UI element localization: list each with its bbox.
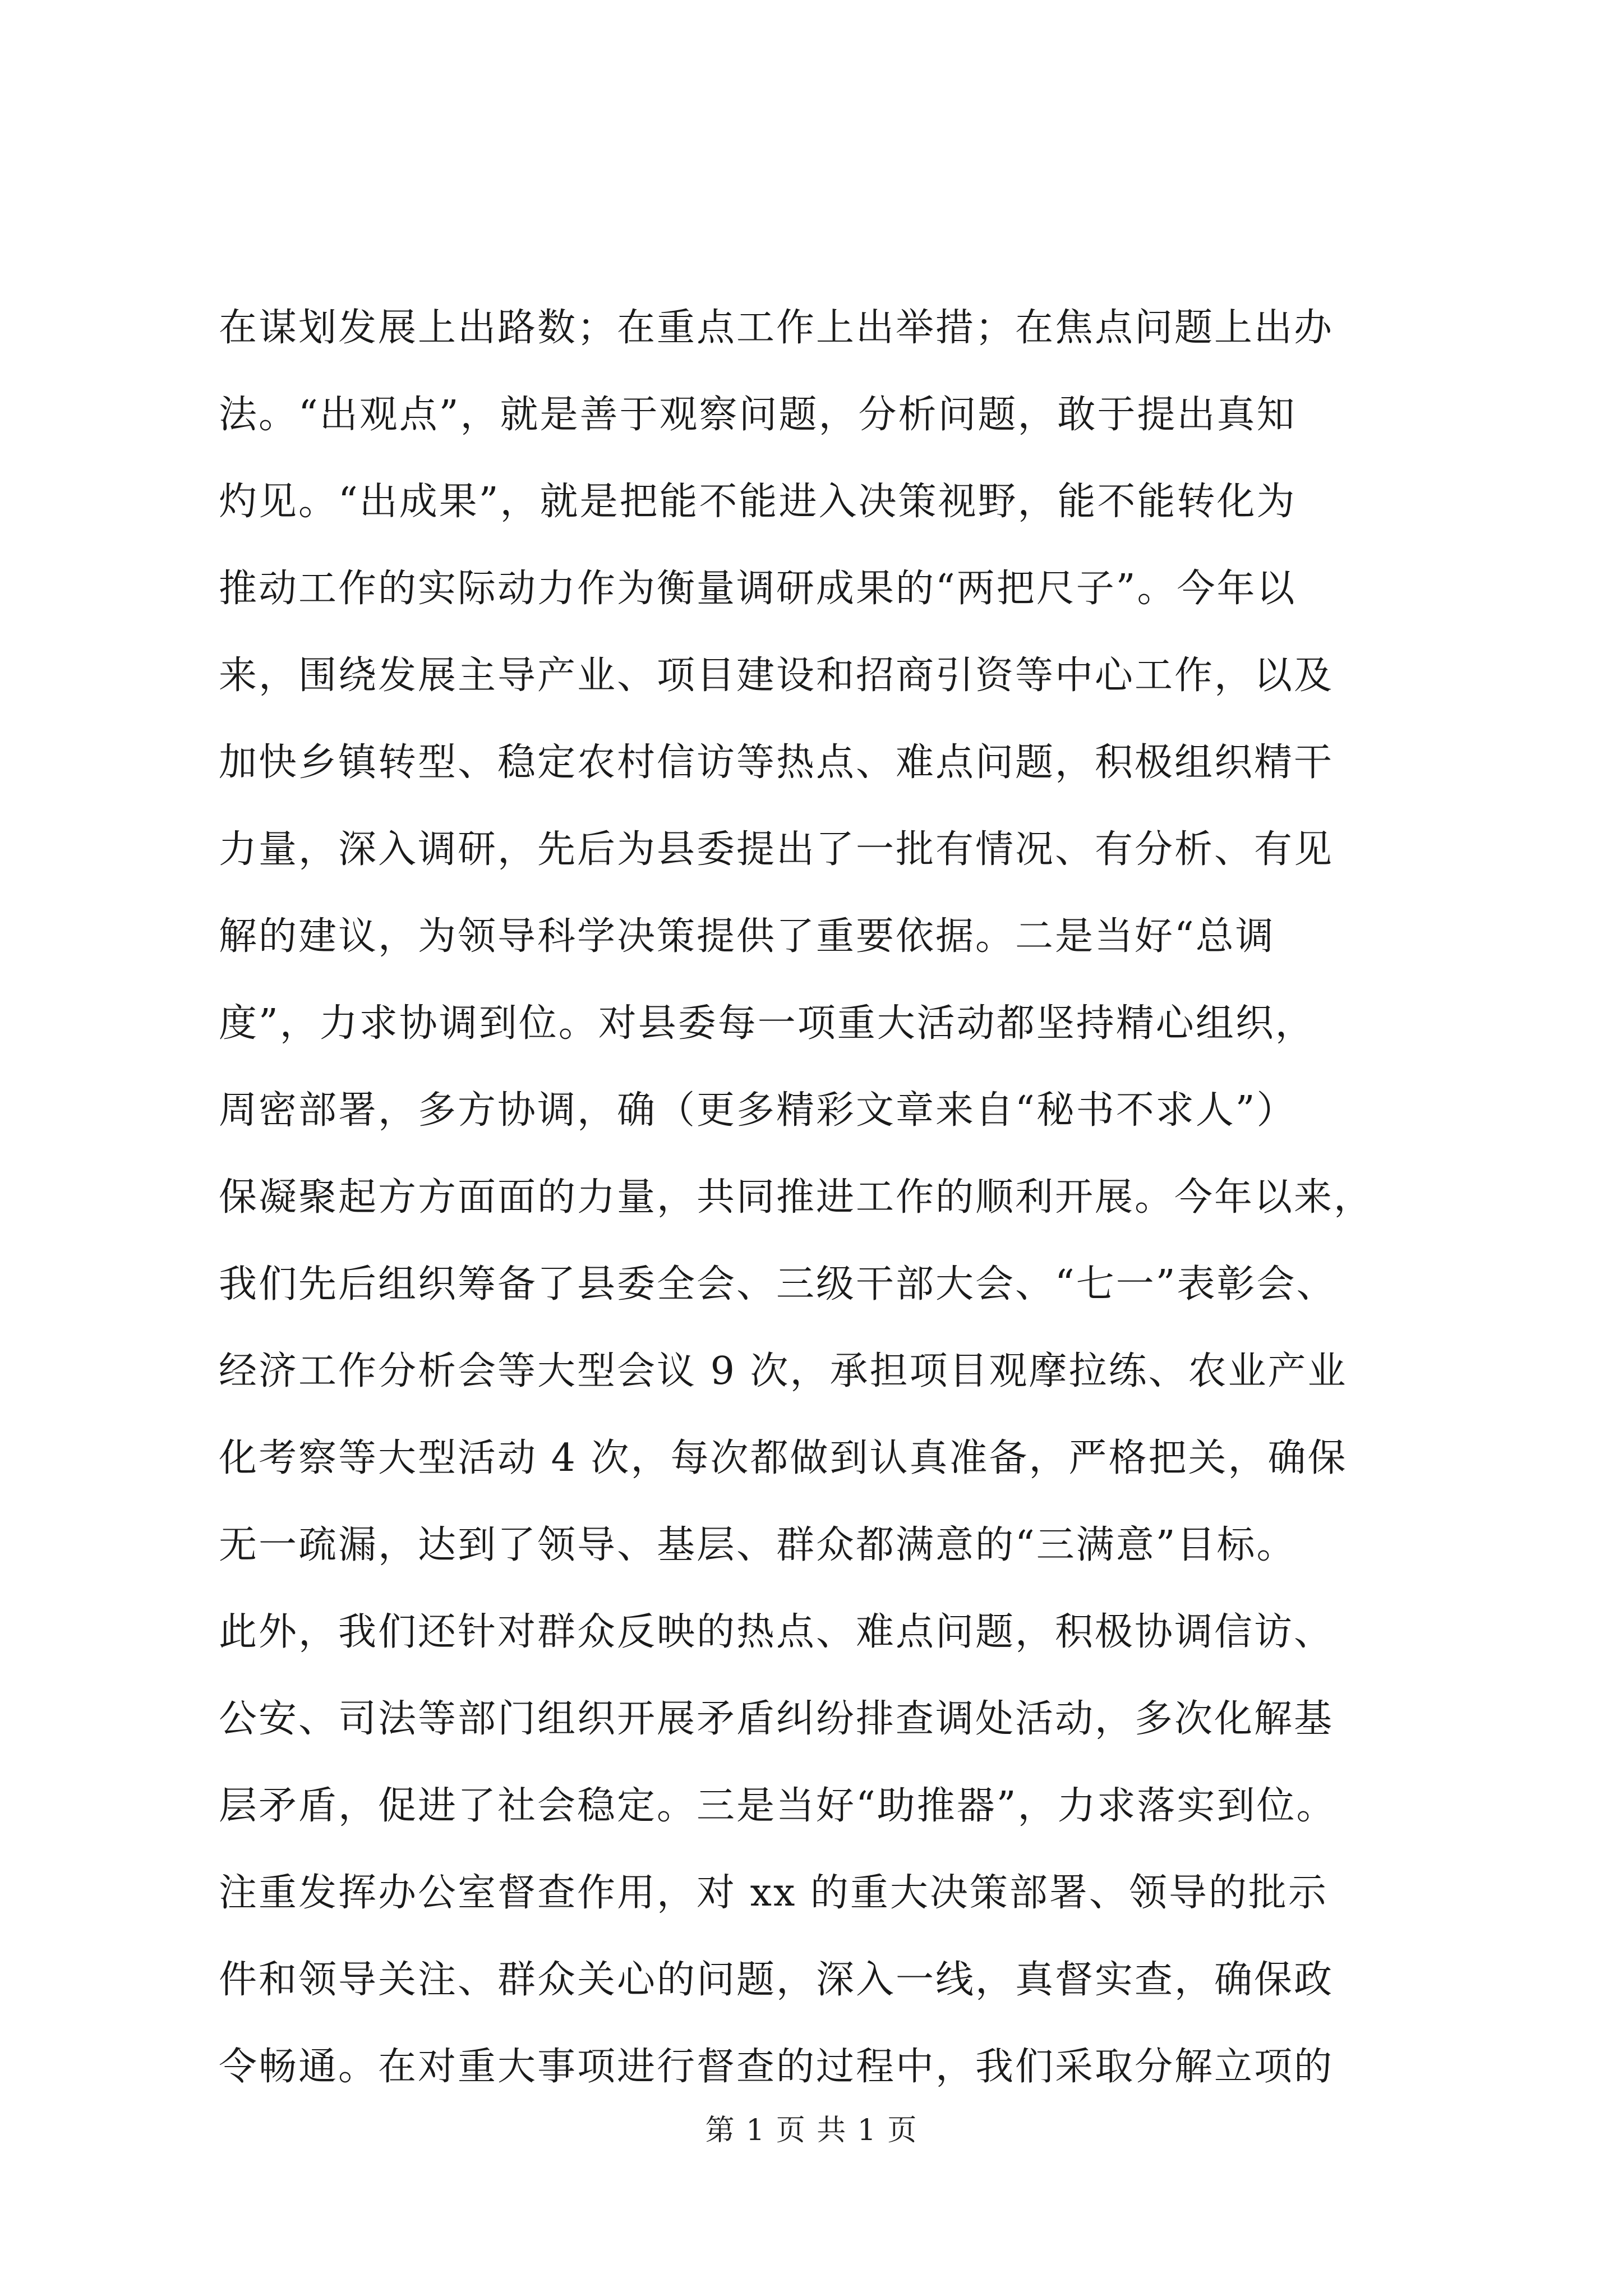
text-line: 无一疏漏，达到了领导、基层、群众都满意的“三满意”目标。 xyxy=(219,1523,1297,1567)
text-line: 件和领导关注、群众关心的问题，深入一线，真督实查，确保政 xyxy=(219,1958,1334,2002)
text-line: 加快乡镇转型、稳定农村信访等热点、难点问题，积极组织精干 xyxy=(219,740,1334,785)
text-line: 化考察等大型活动 4 次，每次都做到认真准备，严格把关，确保 xyxy=(219,1436,1348,1480)
text-line: 力量，深入调研，先后为县委提出了一批有情况、有分析、有见 xyxy=(219,827,1334,872)
text-line: 层矛盾，促进了社会稳定。三是当好“助推器”，力求落实到位。 xyxy=(219,1784,1336,1828)
text-line: 周密部署，多方协调，确（更多精彩文章来自“秘书不求人”） xyxy=(219,1088,1297,1133)
text-line: 来，围绕发展主导产业、项目建设和招商引资等中心工作，以及 xyxy=(219,654,1334,698)
text-line: 公安、司法等部门组织开展矛盾纠纷排查调处活动，多次化解基 xyxy=(219,1697,1334,1741)
text-line: 保凝聚起方方面面的力量，共同推进工作的顺利开展。今年以来， xyxy=(219,1175,1374,1220)
page-number-footer: 第 1 页 共 1 页 xyxy=(705,2114,918,2147)
text-line: 在谋划发展上出路数；在重点工作上出举措；在焦点问题上出办 xyxy=(219,306,1334,350)
text-line: 推动工作的实际动力作为衡量调研成果的“两把尺子”。今年以 xyxy=(219,567,1297,611)
text-line: 此外，我们还针对群众反映的热点、难点问题，积极协调信访、 xyxy=(219,1610,1334,1654)
text-line: 解的建议，为领导科学决策提供了重要依据。二是当好“总调 xyxy=(219,914,1275,959)
text-line: 经济工作分析会等大型会议 9 次，承担项目观摩拉练、农业产业 xyxy=(219,1349,1348,1393)
text-line: 注重发挥办公室督查作用，对 xx 的重大决策部署、领导的批示 xyxy=(219,1871,1328,1915)
text-line: 度”，力求协调到位。对县委每一项重大活动都坚持精心组织， xyxy=(219,1001,1315,1046)
text-line: 我们先后组织筹备了县委全会、三级干部大会、“七一”表彰会、 xyxy=(219,1262,1336,1306)
text-line: 灼见。“出成果”，就是把能不能进入决策视野，能不能转化为 xyxy=(219,480,1297,524)
text-line: 法。“出观点”，就是善于观察问题，分析问题，敢于提出真知 xyxy=(219,393,1297,437)
text-line: 令畅通。在对重大事项进行督查的过程中，我们采取分解立项的 xyxy=(219,2045,1334,2089)
